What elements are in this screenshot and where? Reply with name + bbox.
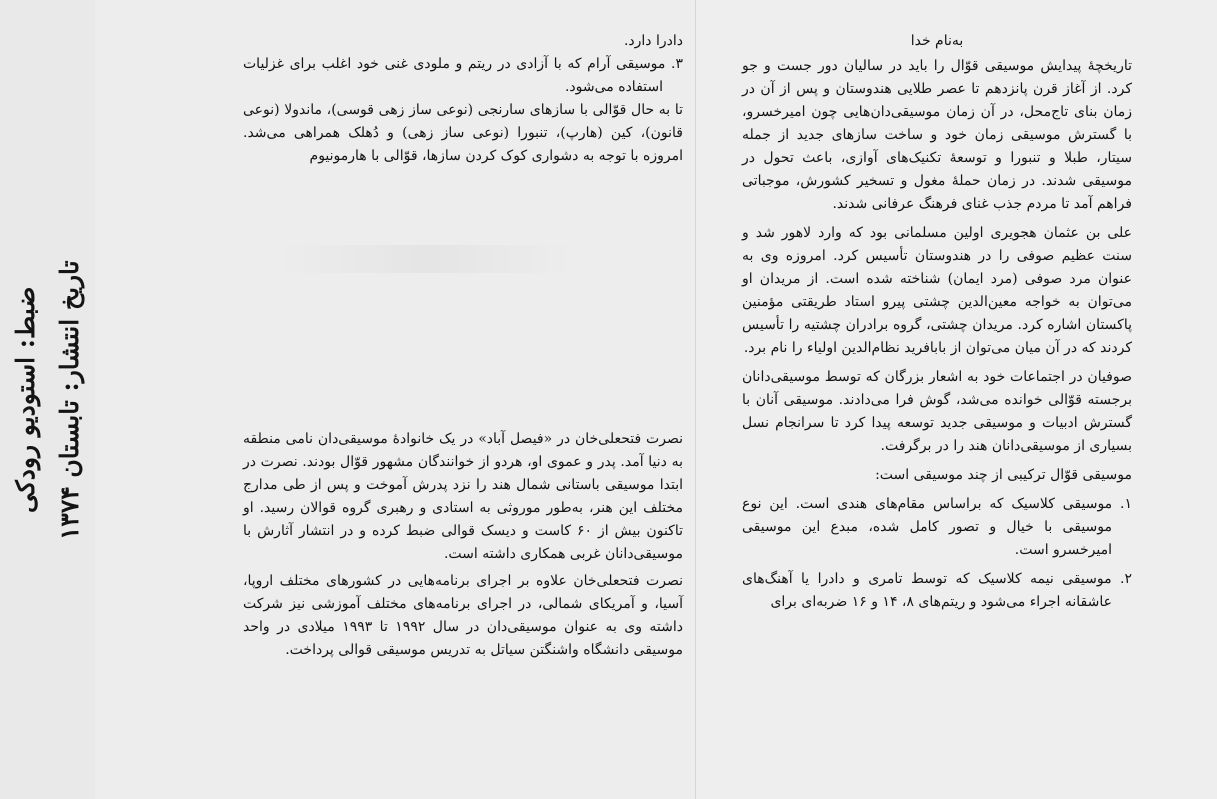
middle-top-text xyxy=(243,30,683,168)
paragraph-nusrat-career: نصرت فتحعلی‌خان علاوه بر اجرای برنامه‌هایی در کشورهای مختلف اروپا، آسیا، و آمریکای شمالی، در اجرای برنامه‌های مختلف آموزشی نیز شرکت داشته وی به عنوان موسیقی‌دان در سال ۱۹۹۲ تا ۱۹۹۳ میلادی در واحد موسیقی دانشگاه واشنگتن سیاتل به تدریس موسیقی قوالی پرداخت. xyxy=(243,573,683,658)
right-panel xyxy=(696,0,1217,799)
middle-bottom-text xyxy=(243,428,683,662)
middle-panel xyxy=(95,0,696,799)
recording-studio-text: ضبط: استودیو رودکی xyxy=(11,286,40,514)
right-column-text xyxy=(742,30,1132,614)
faded-show-through xyxy=(275,245,575,273)
spine-panel xyxy=(0,0,96,799)
paragraph-hujwiri: علی بن عثمان هجویری اولین مسلمانی بود که وارد لاهور شد و سنت عظیم صوفی را در هندوستان تأسیس کرد. امروزه وی به عنوان مرد صوفی (مرد ایمان) شناخته شده است. از مریدان او می‌توان به خواجه معین‌الدین چشتی پیرو استاد طریقتی مؤمنین پاکستان اشاره کرد. مریدان چشتی، گروه برادران چشتیه را تأسیس کردند که در آن میان می‌توان از بابافرید نظام‌الدین اولیاء را نام برد. xyxy=(742,225,1132,356)
paragraph-history: تاریخچهٔ پیدایش موسیقی قوّال را باید در سالیان دور جست و جو کرد. از آغاز قرن پانزدهم تا عصر طلایی هندوستان و پس از آن در زمان بنای تاج‌محل، در آن زمان موسیقی‌دان‌هایی چون امیرخسرو، با گسترش موسیقی زمان خود و ساخت سازهای جدید از جمله سیتار، طبلا و تنبورا و توسعهٔ تکنیک‌های آوازی، باعث تحول در موسیقی شدند. در زمان حملهٔ مغول و تسخیر کشورش، موجباتی فراهم آمد تا مردم جذب غنای فرهنگ عرفانی شدند. xyxy=(742,58,1132,212)
paragraph-instruments: تا به حال قوّالی با سازهای سارنجی (نوعی ساز زهی قوسی)، ماندولا (نوعی قانون)، کین (هارپ)، تنبورا (نوعی ساز زهی) و دُهلک همراهی می‌شد. امروزه با توجه به دشواری کوک کردن سازها، قوّالی با هارمونیوم xyxy=(243,102,683,164)
paragraph-sufis: صوفیان در اجتماعات خود به اشعار بزرگان که توسط موسیقی‌دانان برجسته قوّالی خوانده می‌شد، گوش فرا می‌دادند. موسیقی آنان با گسترش ادبیات و موسیقی جدید توسعه پیدا کرد تا سرانجام نسل بسیاری از موسیقی‌دانان هند را در برگرفت. xyxy=(742,369,1132,454)
continuation-text: دادرا دارد. xyxy=(623,33,683,49)
release-date-text: تاریخ انتشار: تابستان ۱۳۷۴ xyxy=(55,260,84,540)
paragraph-composition: موسیقی قوّال ترکیبی از چند موسیقی است: xyxy=(875,467,1132,483)
list-item-2: ۲. موسیقی نیمه کلاسیک که توسط تامری و دادرا یا آهنگ‌های عاشقانه اجراء می‌شود و ریتم‌های ۸، ۱۴ و ۱۶ ضربه‌ای برای xyxy=(742,571,1132,610)
paragraph-nusrat-bio: نصرت فتحعلی‌خان در «فیصل آباد» در یک خانوادهٔ موسیقی‌دان نامی منطقه به دنیا آمد. پدر و عموی او، هردو از خوانندگان مشهور قوّال بودند. نصرت در ابتدا موسیقی باستانی شمال هند را نزد پدرش آموخت و پس از طی مدارج مختلف این هنر، به‌طور موروثی به استادی و رهبری گروه قوالان رسید. او تاکنون بیش از ۶۰ کاست و دیسک قوالی ضبط کرده و در انتشار آثارش با موسیقی‌دانان غربی همکاری داشته است. xyxy=(243,431,683,562)
list-item-3: ۳. موسیقی آرام که با آزادی در ریتم و ملودی غنی خود اغلب برای غزلیات استفاده می‌شود. xyxy=(243,56,683,95)
basmala-title: به‌نام خدا xyxy=(910,33,964,49)
list-item-1: ۱. موسیقی کلاسیک که براساس مقام‌های هندی است. این نوع موسیقی با خیال و تصور کامل شده، مبدع این موسیقی امیرخسرو است. xyxy=(742,496,1132,558)
